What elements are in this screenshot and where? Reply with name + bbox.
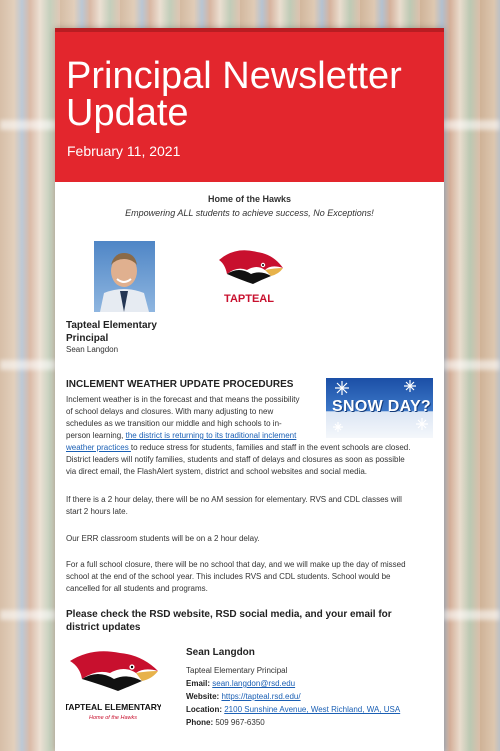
signature-website-row bbox=[186, 692, 301, 701]
procedures-paragraph-4 bbox=[66, 559, 436, 595]
signature-role: Tapteal Elementary Principal bbox=[186, 666, 288, 675]
text-line: Inclement weather is in the forecast and that means the possibility bbox=[66, 395, 300, 404]
logo-sub-text: Home of the Hawks bbox=[89, 715, 137, 721]
signature-location-row bbox=[186, 705, 400, 714]
district-weather-link[interactable]: the district is returning to its traditional inclement bbox=[125, 431, 297, 440]
text-line: to reduce stress for students, families and staff in the event schools are closed. bbox=[130, 443, 411, 452]
newsletter-title: Principal Newsletter Update bbox=[66, 55, 402, 134]
tapteal-elementary-logo bbox=[66, 647, 161, 722]
snow-day-image bbox=[326, 378, 433, 438]
signature-email-row bbox=[186, 679, 295, 688]
district-weather-link-cont[interactable]: weather practices bbox=[66, 443, 131, 452]
motto-text: Empowering ALL students to achieve success, No Exceptions! bbox=[125, 208, 374, 218]
website-label: Website: bbox=[186, 692, 220, 701]
snow-day-text: SNOW DAY? bbox=[332, 398, 432, 415]
location-label: Location: bbox=[186, 705, 222, 714]
procedures-paragraph-1-cont bbox=[66, 442, 436, 478]
newsletter-date: February 11, 2021 bbox=[67, 143, 181, 159]
header-banner bbox=[55, 28, 444, 182]
tapteal-hawk-logo bbox=[213, 240, 285, 312]
procedures-paragraph-2 bbox=[66, 494, 436, 518]
principal-name: Sean Langdon bbox=[66, 345, 119, 354]
phone-label: Phone: bbox=[186, 718, 214, 727]
procedures-paragraph-1 bbox=[66, 394, 321, 442]
email-label: Email: bbox=[186, 679, 211, 688]
text-line: For a full school closure, there will be no school that day, and we will make up the day of missed bbox=[66, 560, 406, 569]
principal-title: Tapteal Elementary Principal bbox=[66, 320, 157, 344]
text-line: cancelled for all students and programs. bbox=[66, 584, 208, 593]
logo-name-text: TAPTEAL ELEMENTARY bbox=[66, 702, 161, 712]
check-rsd-heading: Please check the RSD website, RSD social media, and your email for district updates bbox=[66, 609, 392, 633]
text-line: start 2 hours late. bbox=[66, 507, 128, 516]
signature-phone-row bbox=[186, 718, 265, 727]
text-line: District leaders will notify families, students and staff of delays and closures as soon as possible bbox=[66, 455, 405, 464]
principal-photo bbox=[94, 241, 155, 312]
home-of-hawks-text: Home of the Hawks bbox=[207, 194, 292, 204]
text-line: via direct email, the FlashAlert system, district and school websites and social media. bbox=[66, 467, 368, 476]
text-line: of school delays and closures. With many adjusting to new bbox=[66, 407, 274, 416]
signature-name: Sean Langdon bbox=[186, 647, 255, 658]
procedures-paragraph-3: Our ERR classroom students will be on a 2 hour delay. bbox=[66, 534, 260, 543]
phone-number: 509 967-6350 bbox=[215, 718, 265, 727]
newsletter-card bbox=[55, 28, 444, 751]
email-link[interactable]: sean.langdon@rsd.edu bbox=[212, 679, 296, 688]
text-line: If there is a 2 hour delay, there will be no AM session for elementary. RVS and CDL classes will bbox=[66, 495, 402, 504]
text-line: school at the end of the school year. This includes RVS and CDL students. School would be bbox=[66, 572, 391, 581]
text-line: person learning, bbox=[66, 431, 126, 440]
location-link[interactable]: 2100 Sunshine Avenue, West Richland, WA, USA bbox=[224, 705, 401, 714]
text-line: schedules as we transition our middle and high schools to in- bbox=[66, 419, 282, 428]
logo-text: TAPTEAL bbox=[224, 293, 274, 305]
procedures-heading: INCLEMENT WEATHER UPDATE PROCEDURES bbox=[66, 379, 294, 390]
website-link[interactable]: https://tapteal.rsd.edu/ bbox=[221, 692, 301, 701]
